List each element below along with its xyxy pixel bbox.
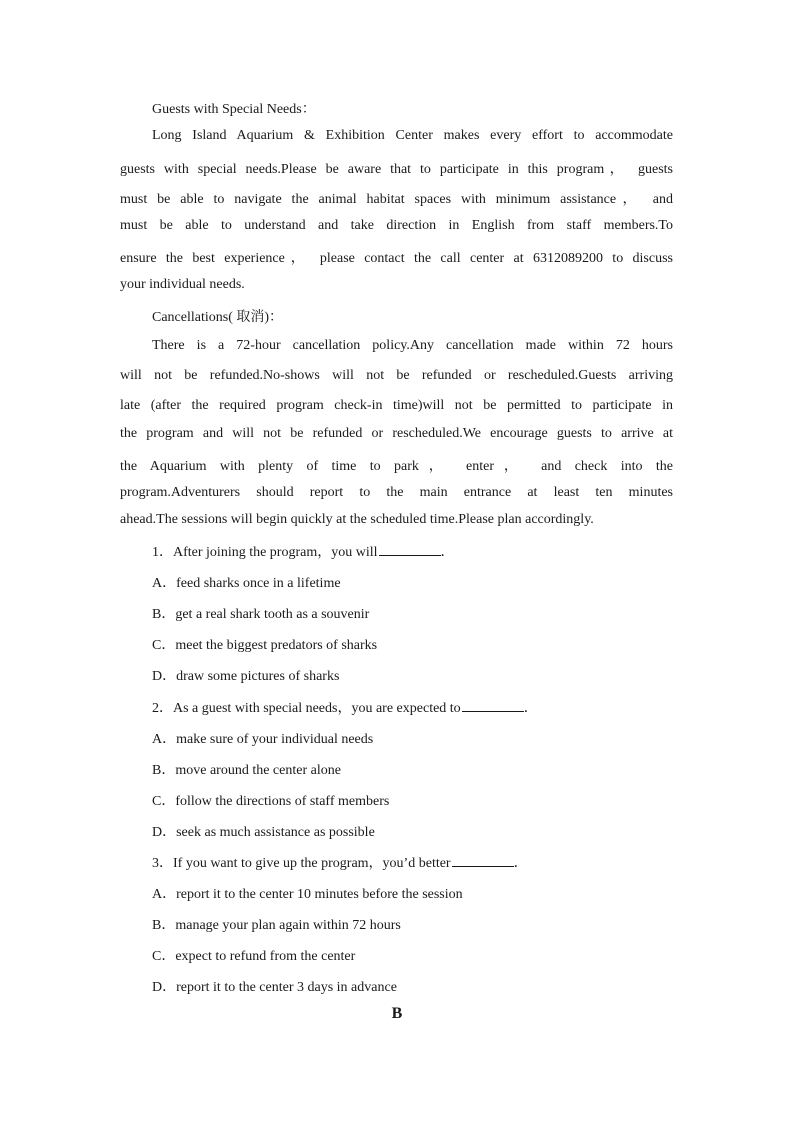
option-b: B．manage your plan again within 72 hours — [152, 918, 401, 933]
option-b: B．move around the center alone — [152, 763, 341, 778]
paragraph-line: the program and will not be refunded or rescheduled.We encourage guests to arrive at — [120, 426, 673, 441]
paragraph-line: will not be refunded.No-shows will not be refunded or rescheduled.Guests arriving — [120, 368, 673, 383]
option-d: D．seek as much assistance as possible — [152, 825, 375, 840]
paragraph-line: late (after the required program check-in time)will not be permitted to participate in — [120, 398, 673, 413]
option-a: A．report it to the center 10 minutes before the session — [152, 887, 463, 902]
paragraph-line: There is a 72-hour cancellation policy.Any cancellation made within 72 hours — [152, 338, 673, 353]
paragraph-line: must be able to understand and take direction in English from staff members.To — [120, 218, 673, 233]
paragraph-line: your individual needs. — [120, 277, 245, 292]
paragraph-line: program.Adventurers should report to the main entrance at least ten minutes — [120, 485, 673, 500]
question-stem: 2．As a guest with special needs，you are expected to — [152, 701, 461, 716]
question-stem: 1．After joining the program，you will — [152, 545, 378, 560]
option-d: D．draw some pictures of sharks — [152, 669, 340, 684]
option-c: C．follow the directions of staff members — [152, 794, 390, 809]
answer-blank — [452, 854, 514, 867]
paragraph-line: the Aquarium with plenty of time to park， enter， and check into the — [120, 459, 673, 474]
paragraph-line: must be able to navigate the animal habitat spaces with minimum assistance， and — [120, 192, 673, 207]
option-c: C．expect to refund from the center — [152, 949, 356, 964]
answer-blank — [462, 699, 524, 712]
question-2 — [152, 697, 538, 717]
option-b: B．get a real shark tooth as a souvenir — [152, 607, 370, 622]
question-end: ． — [513, 856, 528, 871]
question-end: ． — [440, 545, 455, 560]
question-stem: 3．If you want to give up the program，you’d better — [152, 856, 451, 871]
question-end: ． — [523, 701, 538, 716]
paragraph-line: guests with special needs.Please be aware that to participate in this program， guests — [120, 162, 673, 177]
option-a: A．feed sharks once in a lifetime — [152, 576, 341, 591]
paragraph-line: ahead.The sessions will begin quickly at the scheduled time.Please plan accordingly. — [120, 512, 594, 527]
option-a: A．make sure of your individual needs — [152, 732, 374, 747]
question-3 — [152, 852, 528, 872]
option-d: D．report it to the center 3 days in advance — [152, 980, 397, 995]
paragraph-line: Long Island Aquarium & Exhibition Center makes every effort to accommodate — [152, 128, 673, 143]
special-needs-heading: Guests with Special Needs： — [152, 102, 316, 117]
paragraph-line: ensure the best experience， please contact the call center at 6312089200 to discuss — [120, 251, 673, 266]
cancellations-heading: Cancellations( 取消)： — [152, 310, 284, 325]
option-c: C．meet the biggest predators of sharks — [152, 638, 378, 653]
question-1 — [152, 541, 455, 561]
answer-blank — [379, 543, 441, 556]
section-label: B — [391, 1005, 403, 1022]
